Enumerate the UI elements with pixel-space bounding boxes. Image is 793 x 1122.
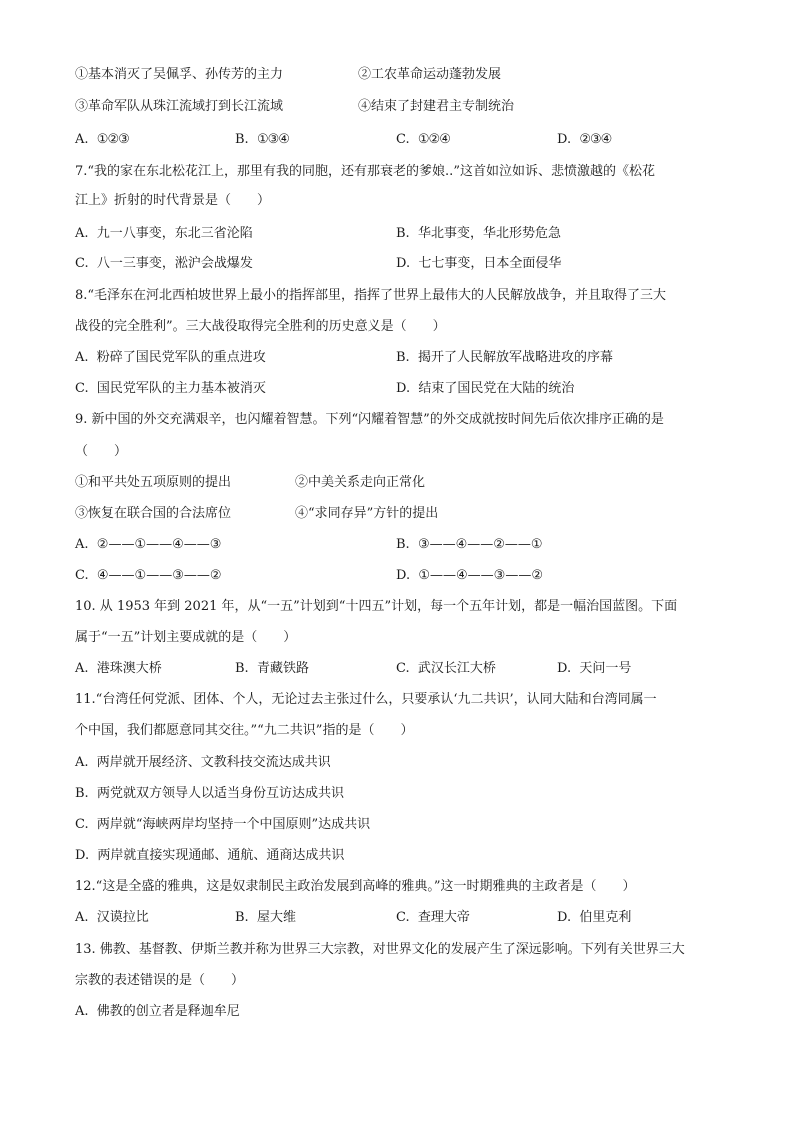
q9-option-2: ②中美关系走向正常化 (295, 475, 426, 490)
q6-option-3: ③革命军队从珠江流域打到长江流域 (75, 99, 284, 114)
q9-option-1: ①和平共处五项原则的提出 (75, 475, 232, 490)
q12-choice-c: C. 查理大帝 (396, 910, 470, 925)
q6-choice-c: C. ①②④ (396, 132, 450, 147)
q6-option-4: ④结束了封建君主专制统治 (358, 99, 515, 114)
q8-choice-c: C. 国民党军队的主力基本被消灭 (75, 381, 266, 396)
q9-choice-c: C. ④——①——③——② (75, 568, 222, 583)
q11-choice-b: B. 两党就双方领导人以适当身份互访达成共识 (75, 786, 344, 801)
q9-choice-b: B. ③——④——②——① (396, 537, 543, 552)
q10-choice-a: A. 港珠澳大桥 (75, 661, 162, 676)
q11-choice-c: C. 两岸就“海峡两岸均坚持一个中国原则”达成共识 (75, 817, 371, 832)
q10-choice-b: B. 青藏铁路 (235, 661, 309, 676)
q11-stem-line2: 个中国，我们都愿意同其交往。”“九二共识”指的是（ ） (75, 723, 414, 738)
q13-stem-line1: 13. 佛教、基督教、伊斯兰教并称为世界三大宗教，对世界文化的发展产生了深远影响。下列有关世界三大 (75, 942, 685, 957)
q12-choice-d: D. 伯里克利 (557, 910, 632, 925)
q10-stem-line2: 属于“一五”计划主要成就的是（ ） (75, 630, 297, 645)
q9-option-3: ③恢复在联合国的合法席位 (75, 506, 232, 521)
q10-choice-d: D. 天问一号 (557, 661, 632, 676)
q6-choice-d: D. ②③④ (557, 132, 612, 147)
q12-stem-line1: 12.“这是全盛的雅典，这是奴隶制民主政治发展到高峰的雅典。”这一时期雅典的主政者是（ ） (75, 879, 636, 894)
q7-stem-line1: 7.“我的家在东北松花江上，那里有我的同胞，还有那衰老的爹娘..”这首如泣如诉、悲愤激越的《松花 (75, 164, 655, 179)
q11-choice-a: A. 两岸就开展经济、文教科技交流达成共识 (75, 755, 331, 770)
q6-option-1: ①基本消灭了吴佩孚、孙传芳的主力 (75, 67, 284, 82)
q9-stem-line1: 9. 新中国的外交充满艰辛，也闪耀着智慧。下列“闪耀着智慧”的外交成就按时间先后依次排序正确的是 (75, 412, 664, 427)
q6-choice-a: A. ①②③ (75, 132, 129, 147)
q13-stem-line2: 宗教的表述错误的是（ ） (75, 973, 245, 988)
q8-choice-a: A. 粉碎了国民党军队的重点进攻 (75, 350, 266, 365)
q7-choice-b: B. 华北事变，华北形势危急 (396, 226, 561, 241)
q10-stem-line1: 10. 从 1953 年到 2021 年，从“一五”计划到“十四五”计划，每一个五年计划，都是一幅治国蓝图。下面 (75, 599, 678, 614)
q13-choice-a: A. 佛教的创立者是释迦牟尼 (75, 1004, 240, 1019)
q8-choice-b: B. 揭开了人民解放军战略进攻的序幕 (396, 350, 613, 365)
q9-option-4: ④“求同存异”方针的提出 (295, 506, 439, 521)
q11-choice-d: D. 两岸就直接实现通邮、通航、通商达成共识 (75, 848, 345, 863)
q6-option-2: ②工农革命运动蓬勃发展 (358, 67, 502, 82)
q12-choice-a: A. 汉谟拉比 (75, 910, 149, 925)
q7-stem-line2: 江上》折射的时代背景是（ ） (75, 193, 271, 208)
q6-choice-b: B. ①③④ (235, 132, 289, 147)
q11-stem-line1: 11.“台湾任何党派、团体、个人，无论过去主张过什么，只要承认‘九二共识’，认同大陆和台湾同属一 (75, 692, 657, 707)
q8-stem-line1: 8.“毛泽东在河北西柏坡世界上最小的指挥部里，指挥了世界上最伟大的人民解放战争，并且取得了三大 (75, 288, 667, 303)
q9-stem-line2: （ ） (75, 444, 128, 459)
q9-choice-d: D. ①——④——③——② (396, 568, 543, 583)
q7-choice-a: A. 九一八事变，东北三省沦陷 (75, 226, 253, 241)
q10-choice-c: C. 武汉长江大桥 (396, 661, 496, 676)
q7-choice-d: D. 七七事变，日本全面侵华 (396, 256, 562, 271)
q8-choice-d: D. 结束了国民党在大陆的统治 (396, 381, 575, 396)
q9-choice-a: A. ②——①——④——③ (75, 537, 222, 552)
q7-choice-c: C. 八一三事变，淞沪会战爆发 (75, 256, 253, 271)
q12-choice-b: B. 屋大维 (235, 910, 296, 925)
q8-stem-line2: 战役的完全胜利”。三大战役取得完全胜利的历史意义是（ ） (75, 319, 446, 334)
